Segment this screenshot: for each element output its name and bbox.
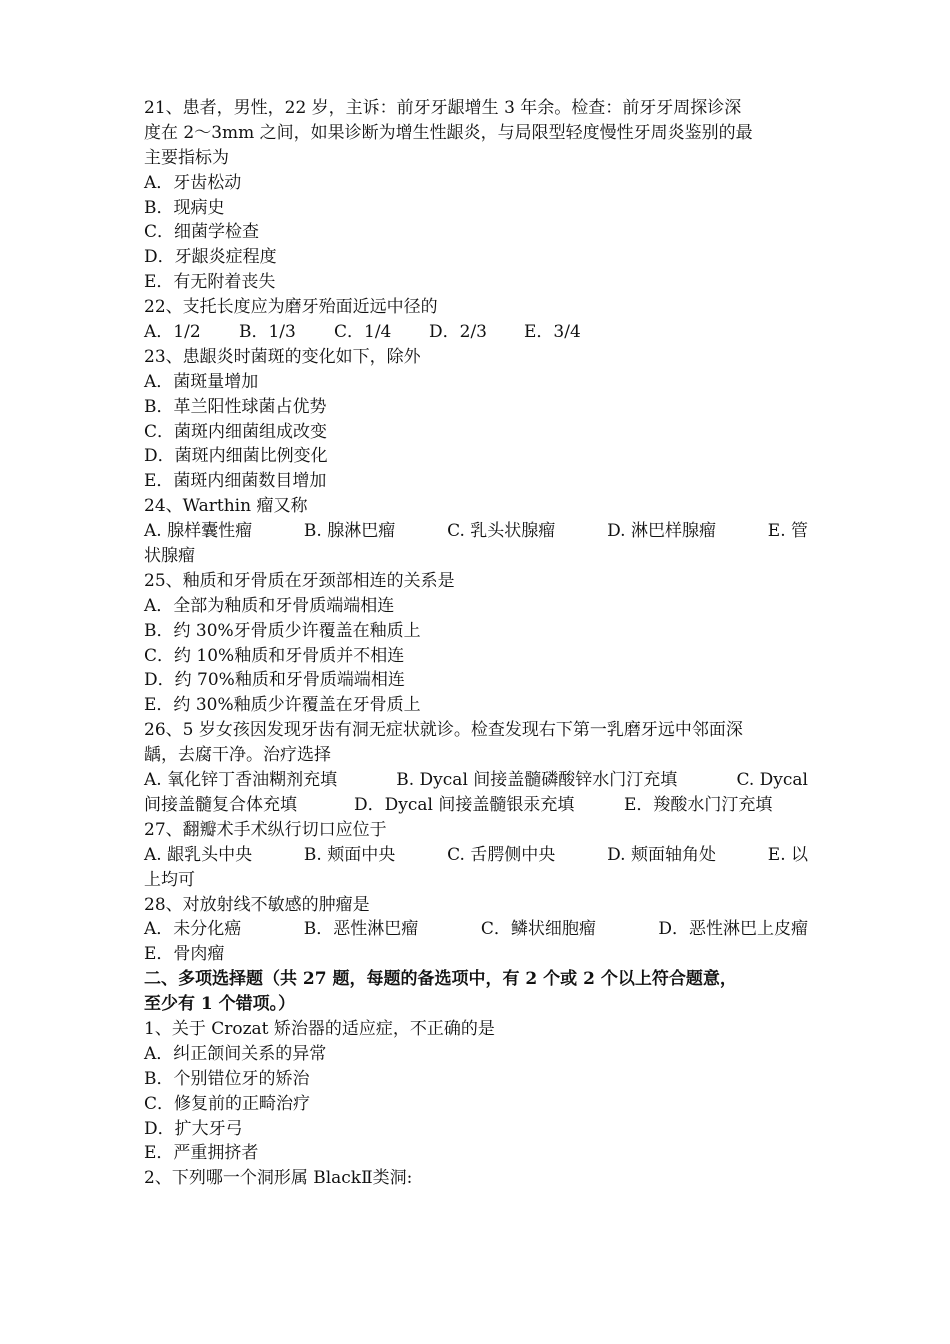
- q24-option-a: A. 腺样囊性瘤: [144, 521, 253, 542]
- q22-option-e: E．3/4: [524, 322, 581, 343]
- q28-options-row: [144, 917, 808, 942]
- q28-stem: 28、对放射线不敏感的肿瘤是: [144, 894, 370, 915]
- q21-stem-text-1: 21、患者，男性，22 岁，主诉：前牙牙龈增生 3 年余。检查：前牙牙周探诊深: [144, 98, 742, 118]
- section-2-heading-line-2: 至少有 1 个错项。）: [144, 994, 296, 1015]
- q21-option-a: A．牙齿松动: [144, 172, 242, 193]
- q27-option-c: C. 舌腭侧中央: [447, 844, 556, 865]
- m2-stem: 2、下列哪一个洞形属 BlackⅡ类洞:: [144, 1168, 413, 1189]
- q25-option-d: D．约 70%釉质和牙骨质端端相连: [144, 670, 405, 691]
- m1-option-a: A．纠正颌间关系的异常: [144, 1043, 327, 1064]
- m1-option-d: D．扩大牙弓: [144, 1118, 243, 1139]
- q22-option-d: D．2/3: [429, 322, 487, 343]
- q26-options-row-2: [144, 793, 808, 818]
- q21-option-e: E．有无附着丧失: [144, 272, 276, 293]
- q23-stem: 23、患龈炎时菌斑的变化如下，除外: [144, 346, 421, 367]
- q22-option-a: A．1/2: [144, 322, 201, 343]
- q22-stem: 22、支托长度应为磨牙殆面近远中径的: [144, 297, 438, 318]
- q26-option-b: B. Dycal 间接盖髓磷酸锌水门汀充填: [396, 770, 678, 791]
- q22-option-c: C．1/4: [334, 322, 392, 343]
- q24-option-c: C. 乳头状腺瘤: [447, 521, 556, 542]
- q25-stem: 25、釉质和牙骨质在牙颈部相连的关系是: [144, 570, 455, 591]
- q23-option-e: E．菌斑内细菌数目增加: [144, 471, 327, 492]
- q25-option-a: A．全部为釉质和牙骨质端端相连: [144, 595, 395, 616]
- q24-option-e-cont: 状腺瘤: [144, 546, 195, 567]
- m1-option-e: E．严重拥挤者: [144, 1143, 259, 1164]
- q23-option-c: C．菌斑内细菌组成改变: [144, 421, 328, 442]
- q26-options-row-1: [144, 768, 808, 793]
- q27-option-e-cont: 上均可: [144, 869, 195, 890]
- q24-option-e: E. 管: [767, 521, 808, 542]
- q21-option-b: B．现病史: [144, 197, 225, 218]
- q27-stem: 27、翻瓣术手术纵行切口应位于: [144, 819, 387, 840]
- q27-option-a: A. 龈乳头中央: [144, 844, 253, 865]
- q21-stem-line-3: 主要指标为: [144, 147, 229, 168]
- section-2-heading-line-1: [144, 967, 808, 992]
- q25-option-e: E．约 30%釉质少许覆盖在牙骨质上: [144, 695, 421, 716]
- section-2-heading-text-1: 二、多项选择题（共 27 题，每题的备选项中，有 2 个或 2 个以上符合题意，: [144, 969, 737, 990]
- m1-option-b: B．个别错位牙的矫治: [144, 1068, 310, 1089]
- q26-option-d: D．Dycal 间接盖髓银汞充填: [354, 794, 575, 815]
- q24-options-row: [144, 519, 808, 544]
- q27-options-row: [144, 843, 808, 868]
- q21-option-c: C．细菌学检查: [144, 222, 260, 243]
- q21-option-d: D．牙龈炎症程度: [144, 247, 277, 268]
- q26-stem-text-1: 26、5 岁女孩因发现牙齿有洞无症状就诊。检查发现右下第一乳磨牙远中邻面深: [144, 720, 743, 741]
- q26-stem-line-1: [144, 718, 808, 743]
- q24-option-d: D. 淋巴样腺瘤: [607, 521, 716, 542]
- q28-option-d: D．恶性淋巴上皮瘤: [658, 919, 808, 940]
- q27-option-d: D. 颊面轴角处: [607, 844, 716, 865]
- m1-option-c: C．修复前的正畸治疗: [144, 1093, 311, 1114]
- q21-stem-text-2: 度在 2～3mm 之间，如果诊断为增生性龈炎，与局限型轻度慢性牙周炎鉴别的最: [144, 122, 753, 143]
- q21-stem-line-2: [144, 121, 808, 146]
- q28-option-e: E．骨肉瘤: [144, 944, 225, 965]
- q27-option-e: E. 以: [767, 844, 808, 865]
- q23-option-b: B．革兰阳性球菌占优势: [144, 396, 327, 417]
- m1-stem: 1、关于 Crozat 矫治器的适应症，不正确的是: [144, 1018, 495, 1039]
- q24-stem: 24、Warthin 瘤又称: [144, 496, 308, 517]
- q25-option-c: C．约 10%釉质和牙骨质并不相连: [144, 645, 405, 666]
- q26-stem-line-2: 龋，去腐干净。治疗选择: [144, 745, 331, 766]
- q21-stem-line-1: [144, 96, 808, 121]
- q28-option-b: B．恶性淋巴瘤: [303, 919, 419, 940]
- q26-option-a: A. 氧化锌丁香油糊剂充填: [144, 770, 338, 791]
- q22-option-b: B．1/3: [239, 322, 296, 343]
- q28-option-c: C．鳞状细胞瘤: [480, 919, 596, 940]
- q28-option-a: A．未分化癌: [144, 919, 242, 940]
- q24-option-b: B. 腺淋巴瘤: [303, 521, 396, 542]
- document-page: [144, 96, 808, 1191]
- q26-option-c-cont: 间接盖髓复合体充填: [144, 794, 297, 815]
- q23-option-a: A．菌斑量增加: [144, 371, 259, 392]
- q25-option-b: B．约 30%牙骨质少许覆盖在釉质上: [144, 620, 421, 641]
- q23-option-d: D．菌斑内细菌比例变化: [144, 446, 328, 467]
- q22-options-row: [144, 320, 808, 345]
- q26-option-c: C. Dycal: [736, 770, 808, 791]
- q27-option-b: B. 颊面中央: [303, 844, 396, 865]
- q26-option-e: E．羧酸水门汀充填: [624, 794, 773, 815]
